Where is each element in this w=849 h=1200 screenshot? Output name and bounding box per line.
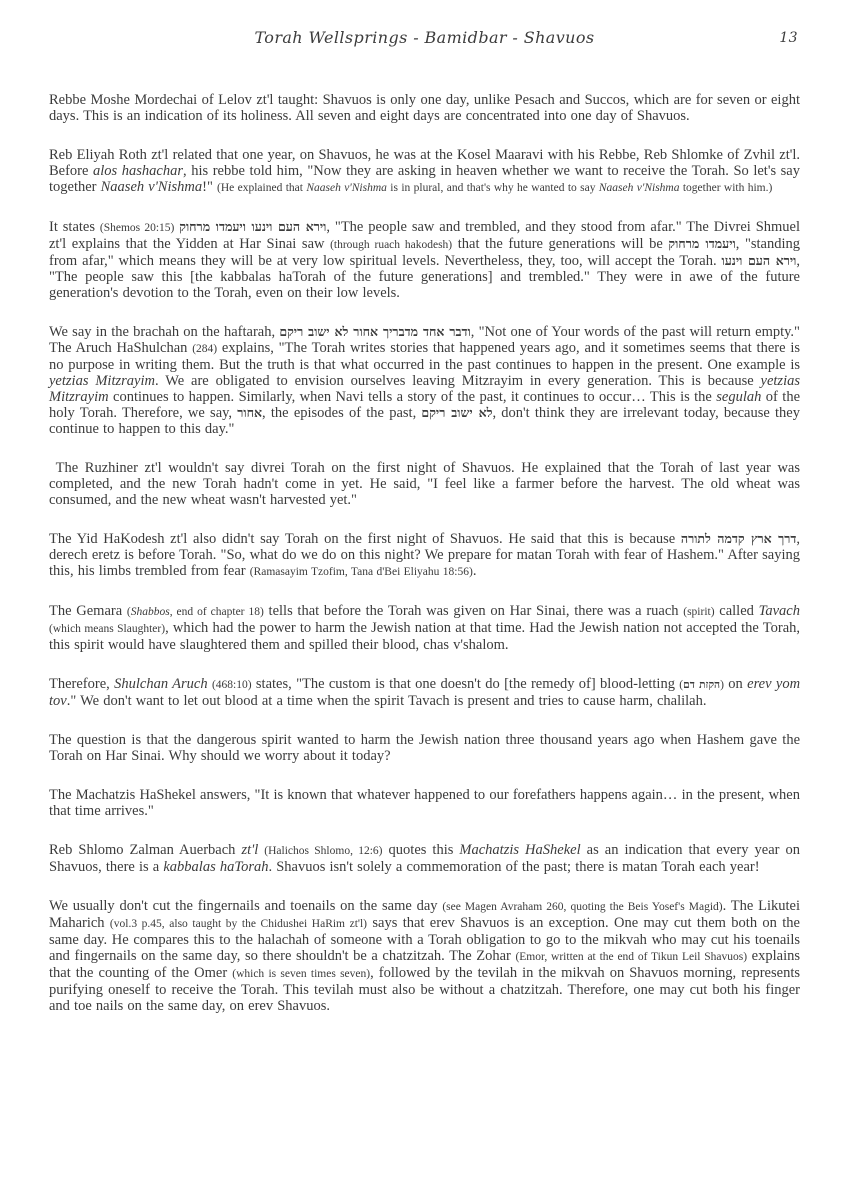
page-header — [49, 28, 800, 48]
text-run: says that erev Shavuos is an exception. One may cut them both on the same day. He compares this to the halachah of someone with a Torah obligation to go to the mikvah who may cut his toenails and fingernails on the same day, so there shouldn't be a chatzitzah. The Zohar — [49, 915, 800, 964]
text-run: (He explained that — [217, 182, 307, 194]
hebrew-text-run: אחור — [237, 405, 263, 420]
text-run: The Ruzhiner zt'l wouldn't say divrei Torah on the first night of Shavuos. He explained that the Torah of last year was completed, and the new Torah hadn't come in yet. He said, "I feel like a farmer before the harvest. The old wheat was consumed, and the new wheat wasn't harvested yet." — [49, 460, 800, 508]
text-run: , "standing from afar," which means they will be at very low spiritual levels. Nevertheless, they, too, will accept the Torah. — [49, 236, 800, 269]
hebrew-text-run: וירא העם וינעו ויעמדו מרחוק — [179, 219, 327, 234]
paragraph — [49, 219, 800, 301]
text-run: (vol.3 p.45, also taught by the Chidushei HaRim zt'l) — [109, 918, 368, 930]
hebrew-text-run: הקזת דם — [683, 679, 721, 691]
text-run: Reb Eliyah Roth zt'l related that one year, on Shavuos, he was at the Kosel Maaravi with his Rebbe, Reb Shlomke of Zvhil zt'l. Before — [49, 147, 800, 179]
text-run: Shulchan Aruch — [114, 676, 208, 692]
text-run: (which is seven times seven) — [232, 968, 371, 980]
text-run: , the episodes of the past, — [262, 405, 422, 421]
text-run: together with him.) — [679, 182, 773, 194]
paragraph — [49, 787, 800, 819]
text-run: . — [472, 563, 477, 579]
text-run: alos hashachar — [93, 163, 184, 179]
text-run: Shabbos — [130, 606, 170, 618]
text-run: (see Magen Avraham 260, quoting the Beis Yosef's Magid) — [442, 901, 723, 913]
text-run: , don't think they are irrelevant today, because they continue to happen to this day." — [49, 405, 800, 437]
text-run: ( — [679, 679, 684, 691]
text-run: Therefore, — [49, 676, 115, 692]
text-run: yetzias Mitzrayim — [49, 373, 155, 389]
text-run: yetzias Mitzrayim — [49, 373, 800, 405]
text-run: is in plural, and that's why he wanted to say — [386, 182, 599, 194]
text-run: (Ramasayim Tzofim, Tana d'Bei Eliyahu 18:56) — [249, 566, 473, 578]
text-run: quotes this — [382, 842, 460, 858]
page-header-title: Torah Wellsprings - Bamidbar - Shavuos — [254, 28, 595, 47]
text-run: (284) — [192, 343, 218, 355]
text-run: , derech eretz is before Torah. "So, what do we do on this night? We prepare for matan Torah with fear of Hashem." After saying this, his limbs trembled from fear — [49, 531, 800, 579]
paragraph — [49, 603, 800, 653]
hebrew-text-run: לא ישוב ריקם — [421, 405, 493, 420]
text-run: (spirit) — [683, 606, 715, 618]
text-run: . Shavuos isn't solely a commemoration of the past; there is matan Torah each year! — [268, 859, 760, 875]
text-run: zt'l — [241, 842, 259, 858]
text-run: , "The people saw and trembled, and they stood from afar." The Divrei Shmuel zt'l explains that the Yidden at Har Sinai saw — [49, 219, 801, 252]
text-run: , which had the power to harm the Jewish nation at that time. Had the Jewish nation not accepted the Torah, this spirit would have slaughtered them and spilled their blood, chas v'shalom. — [49, 620, 801, 653]
text-run: (which means Slaughter) — [49, 623, 166, 635]
paragraph — [49, 531, 800, 580]
text-run: Naaseh v'Nishma — [598, 182, 680, 194]
text-run: We usually don't cut the fingernails and toenails on the same day — [49, 898, 443, 914]
text-run: continues to happen. Similarly, when Navi tells a story of the past, it continues to occur… This is the — [108, 389, 717, 405]
text-run: Rebbe Moshe Mordechai of Lelov zt'l taught: Shavuos is only one day, unlike Pesach and Succos, which are for seven or eight days. This is an indication of its holiness. All seven and eight days are concentrated into one day of Shavuos. — [49, 92, 800, 124]
paragraph — [49, 460, 800, 508]
text-run: explains, "The Torah writes stories that happened years ago, and it sometimes seems that there is no purpose in writing them. But the truth is that what occurred in the past continues to happen in the present. One example is — [49, 340, 800, 373]
text-run: Naaseh v'Nishma — [100, 179, 203, 195]
hebrew-text-run: ויעמדו מרחוק — [668, 236, 736, 251]
text-run: of the holy Torah. Therefore, we say, — [49, 389, 801, 421]
text-run: (Halichos Shlomo, 12:6) — [264, 845, 383, 857]
paragraph — [49, 732, 800, 764]
text-run: (through ruach hakodesh) — [330, 239, 453, 251]
text-run: tells that before the Torah was given on Har Sinai, there was a ruach — [263, 603, 684, 619]
text-run: Machatzis HaShekel — [459, 842, 581, 858]
text-run: , followed by the tevilah in the mikvah on Shavuos morning, represents purifying oneself to receive the Torah. This tevilah must also be without a chatzitzah. Therefore, one may cut both his finger and toe nails on the same day, on erev Shavuos. — [49, 965, 800, 1014]
text-run: as an indication that every year on Shavuos, there is a — [49, 842, 800, 875]
text-run: The Yid HaKodesh zt'l also didn't say Torah on the first night of Shavuos. He said that this is because — [49, 531, 681, 547]
text-run: !" — [202, 179, 217, 195]
text-run: ." We don't want to let out blood at a time when the spirit Tavach is present and tries to cause harm, chalilah. — [66, 693, 707, 709]
text-run: Tavach — [758, 603, 800, 619]
hebrew-text-run: וירא העם וינעו — [721, 253, 797, 268]
text-run: (Emor, written at the end of Tikun Leil Shavuos) — [515, 951, 748, 963]
text-run: (468:10) — [211, 679, 252, 691]
text-run: We say in the brachah on the haftarah, — [49, 324, 280, 340]
hebrew-text-run: דרך ארץ קדמה לתורה — [680, 531, 797, 546]
text-run: , "The people saw this [the kabbalas haTorah of the future generations] and trembled." They were in awe of the future generation's devotion to the Torah, even on their low levels. — [49, 253, 800, 301]
paragraph — [49, 676, 800, 709]
text-run: , his rebbe told him, "Now they are asking in heaven whether we want to receive the Torah. So let's say together — [49, 163, 800, 195]
text-run: The Machatzis HaShekel answers, "It is known that whatever happened to our forefathers happens again… in the present, when that time arrives." — [49, 787, 800, 819]
text-run: The Gemara — [49, 603, 127, 619]
text-run: ( — [126, 606, 131, 618]
text-run: (Shemos 20:15) — [99, 222, 175, 234]
document-body — [49, 92, 800, 1014]
hebrew-text-run: ודבר אחד מדבריך אחור לא ישוב ריקם — [279, 324, 471, 339]
text-run: It states — [49, 219, 100, 235]
text-run: The question is that the dangerous spirit wanted to harm the Jewish nation three thousand years ago when Hashem gave the Torah on Har Sinai. Why should we worry about it today? — [49, 732, 800, 764]
text-run: . The Likutei Maharich — [49, 898, 800, 931]
text-run: erev yom tov — [49, 676, 801, 709]
paragraph — [49, 842, 800, 875]
text-run: Naaseh v'Nishma — [306, 182, 387, 194]
paragraph — [49, 147, 800, 196]
text-run: kabbalas haTorah — [163, 859, 269, 875]
text-run: states, "The custom is that one doesn't do [the remedy of] blood-letting — [251, 676, 680, 692]
text-run: explains that the counting of the Omer — [49, 948, 801, 981]
paragraph — [49, 898, 800, 1014]
text-run: that the future generations will be — [452, 236, 669, 252]
text-run: . We are obligated to envision ourselves leaving Mitzrayim in every generation. This is because — [154, 373, 761, 389]
text-run: Reb Shlomo Zalman Auerbach — [49, 842, 242, 858]
text-run: on — [723, 676, 748, 692]
text-run: , end of chapter 18) — [169, 606, 264, 618]
text-run: called — [714, 603, 759, 619]
paragraph — [49, 324, 800, 437]
text-run: ) — [720, 679, 724, 691]
text-run: , "Not one of Your words of the past will return empty." The Aruch HaShulchan — [49, 324, 800, 356]
text-run: segulah — [716, 389, 762, 405]
page-number: 13 — [779, 30, 798, 46]
paragraph — [49, 92, 800, 124]
